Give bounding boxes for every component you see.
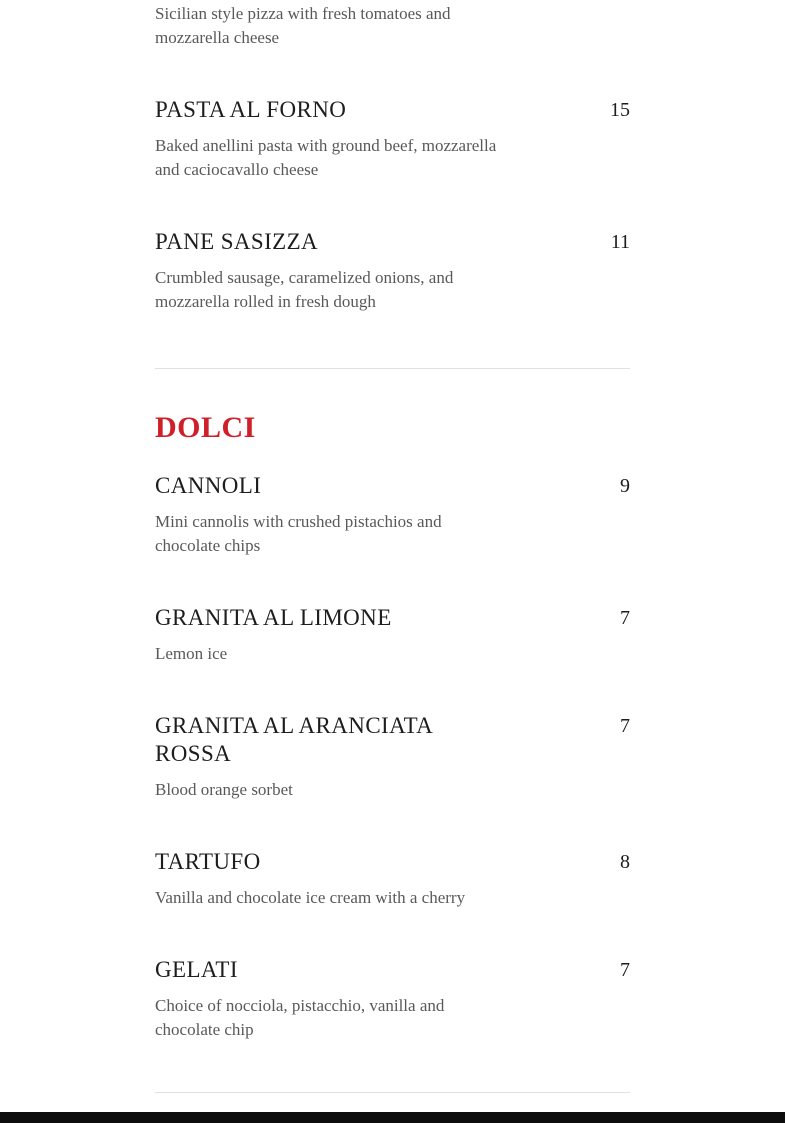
- menu-item-pane-sasizza: [155, 228, 630, 314]
- menu-item-description: Lemon ice: [155, 644, 228, 663]
- menu-item-price: 15: [610, 99, 630, 121]
- section-heading-dolci: DOLCI: [155, 411, 256, 444]
- menu-item-pasta-al-forno: [155, 96, 630, 182]
- menu-item-title: PANE SASIZZA: [155, 229, 319, 254]
- menu-item-granita-al-limone: [155, 604, 630, 666]
- menu-item-price: 7: [620, 959, 630, 981]
- section-divider: [155, 1092, 630, 1093]
- menu-item-gelati: [155, 956, 630, 1042]
- menu-item-price: 9: [620, 475, 630, 497]
- menu-item-price: 7: [620, 607, 630, 629]
- menu-item-title: PASTA AL FORNO: [155, 97, 347, 122]
- menu-item-header: [155, 472, 630, 500]
- menu-item-header: [155, 956, 630, 984]
- menu-item-description: Baked anellini pasta with ground beef, mozzarella and caciocavallo cheese: [155, 136, 497, 179]
- menu-item-description: Crumbled sausage, caramelized onions, and mozzarella rolled in fresh dough: [155, 268, 454, 311]
- menu-item-header: [155, 848, 630, 876]
- menu-item-description-partial: Sicilian style pizza with fresh tomatoes and mozzarella cheese: [155, 4, 451, 47]
- footer-bar: [0, 1112, 785, 1123]
- menu-item-header: [155, 712, 630, 768]
- menu-item-description: Blood orange sorbet: [155, 780, 293, 799]
- menu-item-header: [155, 604, 630, 632]
- menu-item-title: GRANITA AL LIMONE: [155, 605, 392, 630]
- menu-item-cannoli: [155, 472, 630, 558]
- menu-item-header: [155, 228, 630, 256]
- menu-item-price: 8: [620, 851, 630, 873]
- menu-item-description: Choice of nocciola, pistacchio, vanilla and chocolate chip: [155, 996, 445, 1039]
- menu-item-price: 11: [610, 231, 630, 253]
- menu-item-granita-al-aranciata-rossa: [155, 712, 630, 802]
- menu-item-title: GELATI: [155, 957, 238, 982]
- menu-item-tartufo: [155, 848, 630, 910]
- menu-item-description: Mini cannolis with crushed pistachios and chocolate chips: [155, 512, 442, 555]
- menu-item-title: TARTUFO: [155, 849, 261, 874]
- menu-item-title: GRANITA AL ARANCIATA ROSSA: [155, 713, 432, 766]
- menu-item-description: Vanilla and chocolate ice cream with a cherry: [155, 888, 466, 907]
- menu-item-title: CANNOLI: [155, 473, 262, 498]
- menu-item-price: 7: [620, 715, 630, 737]
- menu-item-header: [155, 96, 630, 124]
- section-divider: [155, 368, 630, 369]
